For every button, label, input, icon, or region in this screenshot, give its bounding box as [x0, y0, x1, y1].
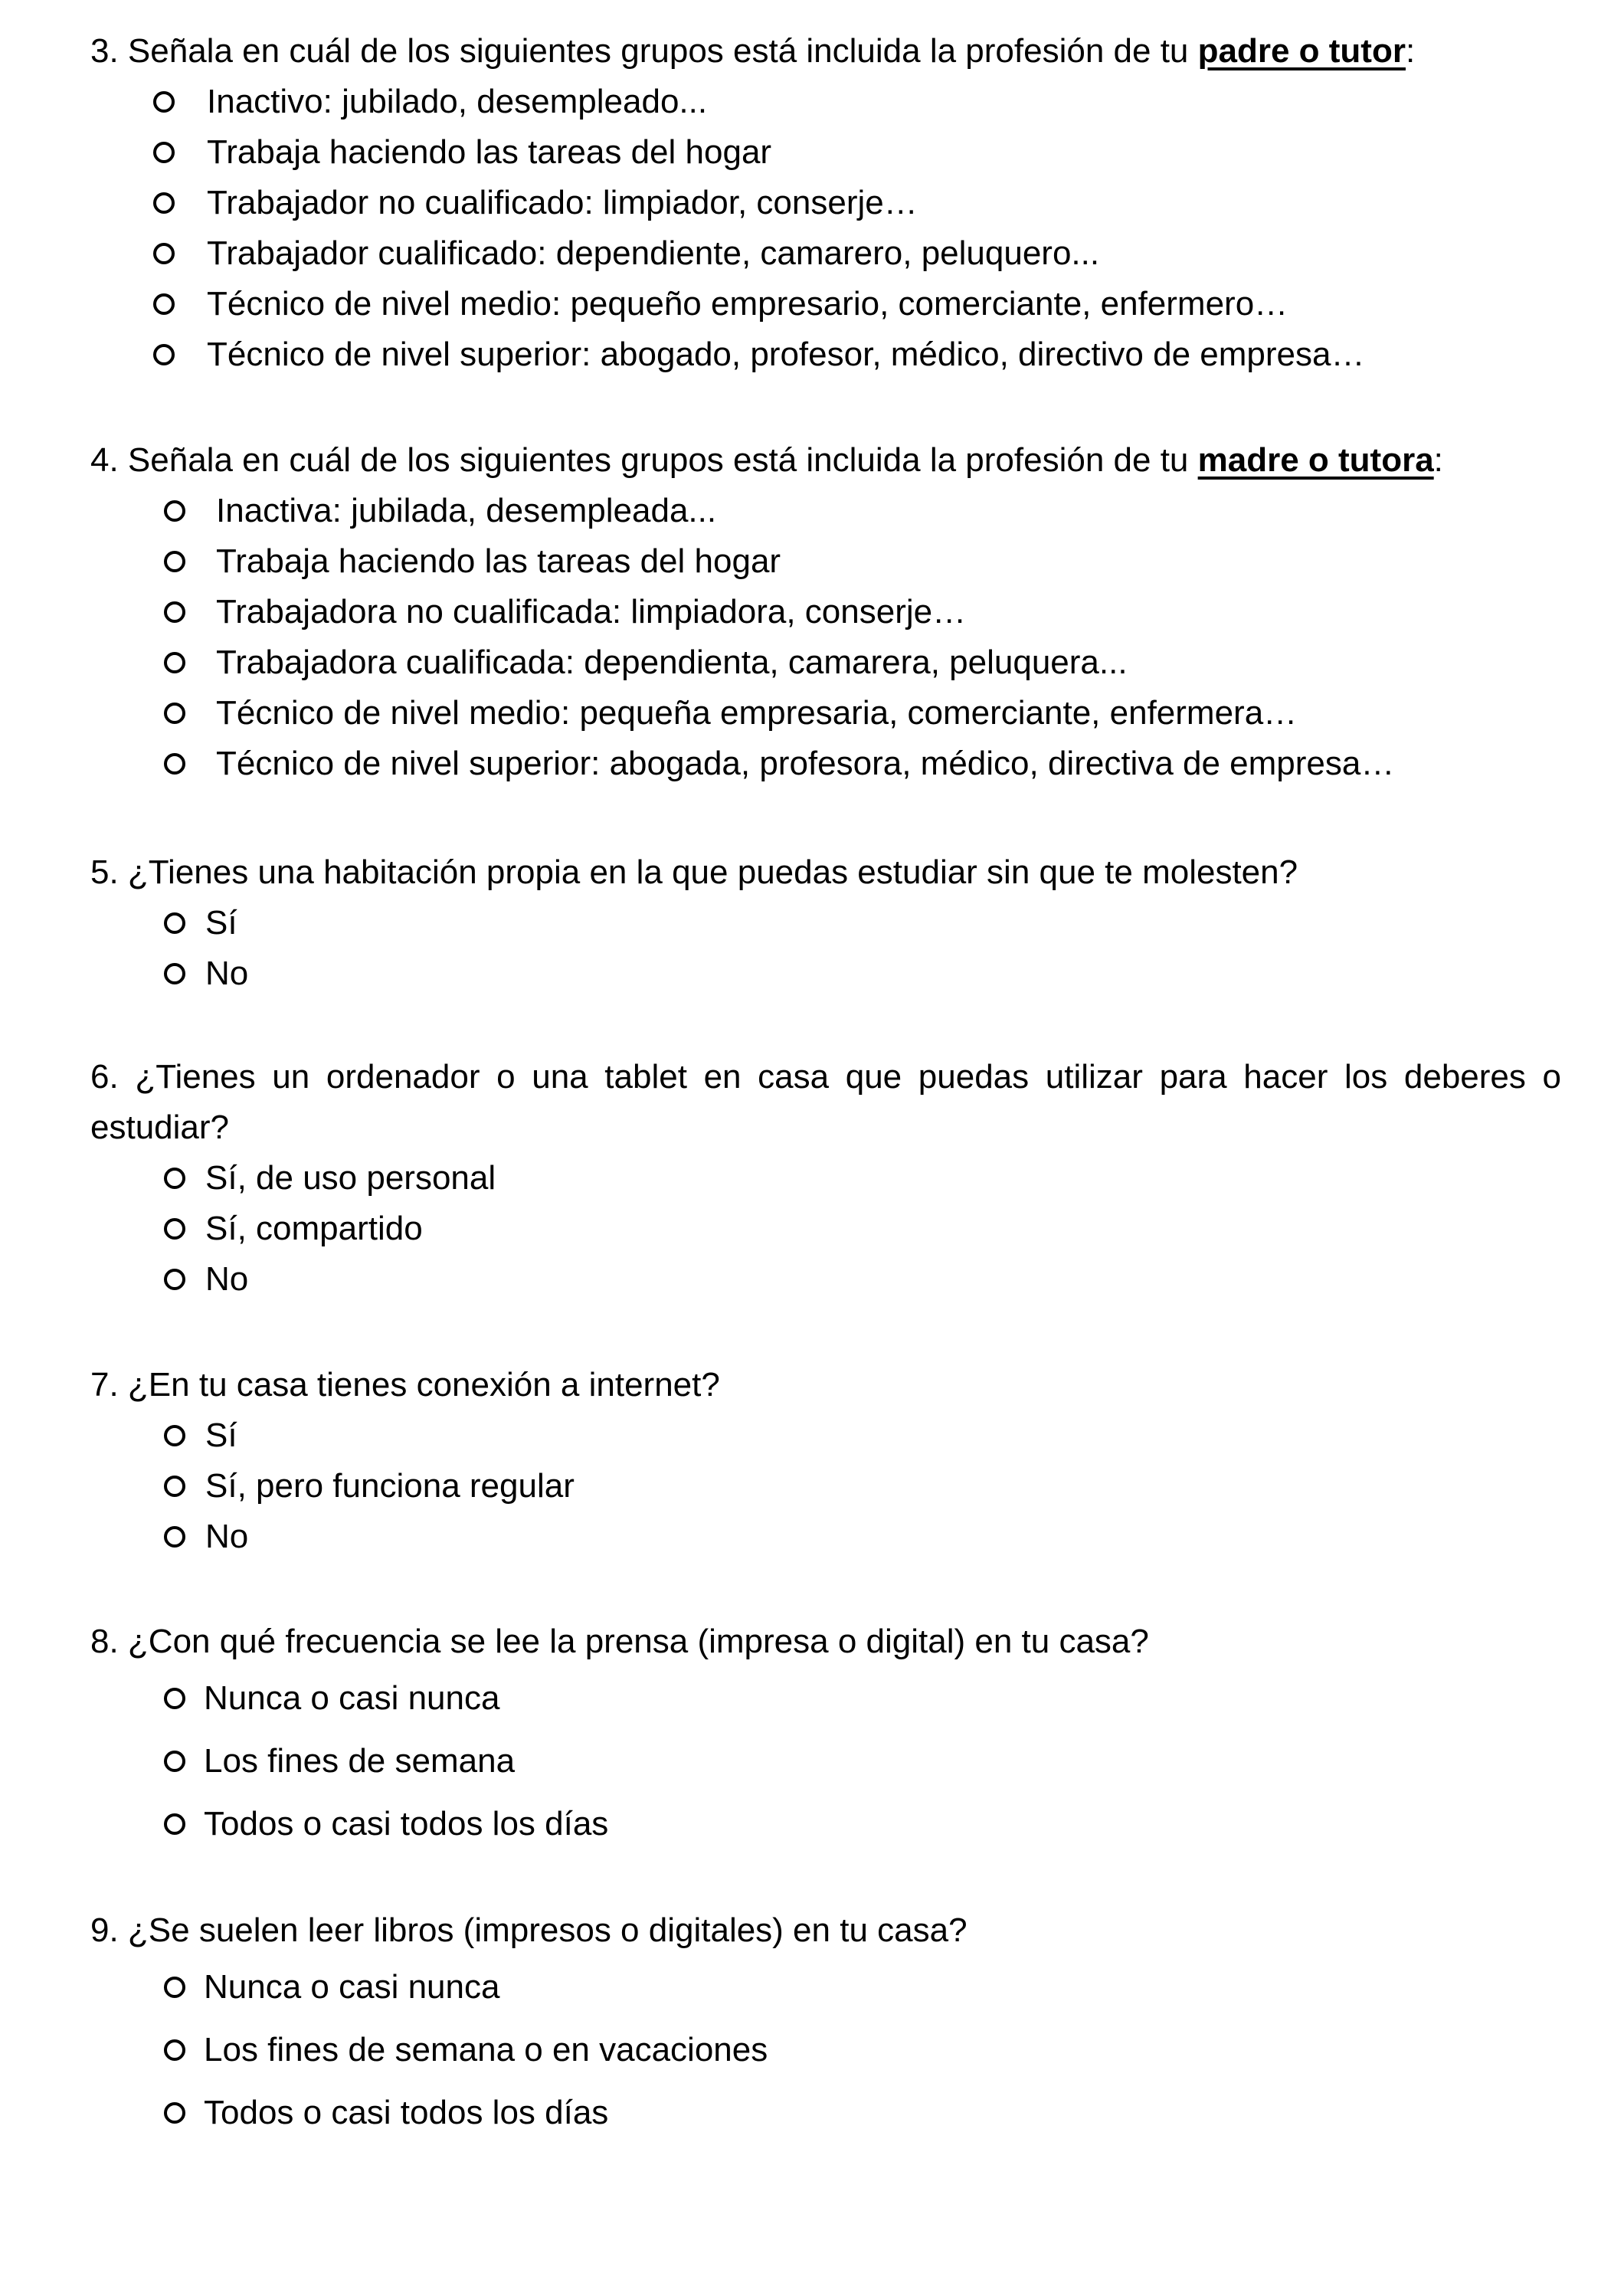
question-5: [90, 847, 1561, 999]
radio-circle-icon[interactable]: [164, 1425, 185, 1446]
radio-circle-icon[interactable]: [164, 703, 185, 724]
radio-option[interactable]: [90, 536, 1561, 587]
radio-circle-icon[interactable]: [164, 601, 185, 623]
option-label: Sí, pero funciona regular: [205, 1467, 575, 1505]
radio-option[interactable]: [90, 1461, 1561, 1512]
radio-circle-icon[interactable]: [164, 1751, 185, 1772]
option-label: Técnico de nivel medio: pequeña empresaria, comerciante, enfermera…: [216, 694, 1298, 732]
radio-option[interactable]: [90, 1730, 1561, 1793]
radio-circle-icon[interactable]: [164, 753, 185, 775]
option-label: Técnico de nivel medio: pequeño empresario, comerciante, enfermero…: [207, 285, 1288, 323]
radio-circle-icon[interactable]: [153, 243, 175, 264]
radio-circle-icon[interactable]: [153, 192, 175, 214]
question-4-text: [90, 435, 1561, 486]
radio-option[interactable]: [90, 1512, 1561, 1562]
option-label: Inactiva: jubilada, desempleada...: [216, 492, 717, 529]
question-9: [90, 1905, 1561, 2144]
option-label: Los fines de semana: [204, 1742, 516, 1780]
question-3-emphasis: padre o tutor: [1197, 32, 1406, 70]
radio-circle-icon[interactable]: [164, 2102, 185, 2124]
radio-option[interactable]: [90, 329, 1561, 380]
option-label: Trabajadora cualificada: dependienta, camarera, peluquera...: [216, 644, 1128, 681]
radio-circle-icon[interactable]: [164, 652, 185, 673]
option-label: Trabajador no cualificado: limpiador, conserje…: [207, 184, 918, 221]
question-8-text: 8. ¿Con qué frecuencia se lee la prensa (impresa o digital) en tu casa?: [90, 1623, 1149, 1660]
radio-circle-icon[interactable]: [164, 551, 185, 572]
question-3-prefix: 3. Señala en cuál de los siguientes grupos está incluida la profesión de tu: [90, 32, 1198, 70]
question-5-text: 5. ¿Tienes una habitación propia en la que puedas estudiar sin que te molesten?: [90, 853, 1298, 891]
option-label: Técnico de nivel superior: abogada, profesora, médico, directiva de empresa…: [216, 745, 1395, 782]
radio-circle-icon[interactable]: [164, 1269, 185, 1290]
option-label: Sí: [205, 1417, 237, 1454]
radio-option[interactable]: [90, 127, 1561, 178]
question-3-suffix: :: [1405, 32, 1416, 70]
radio-option[interactable]: [90, 739, 1561, 789]
option-label: Inactivo: jubilado, desempleado...: [207, 83, 708, 120]
radio-circle-icon[interactable]: [164, 2039, 185, 2061]
question-8: [90, 1616, 1561, 1856]
radio-circle-icon[interactable]: [164, 912, 185, 934]
radio-option[interactable]: [90, 1956, 1561, 2019]
option-label: Sí: [205, 904, 237, 942]
radio-circle-icon[interactable]: [164, 1688, 185, 1709]
radio-circle-icon[interactable]: [164, 1526, 185, 1548]
radio-option[interactable]: [90, 688, 1561, 739]
question-9-text: 9. ¿Se suelen leer libros (impresos o digitales) en tu casa?: [90, 1911, 968, 1949]
radio-circle-icon[interactable]: [164, 500, 185, 522]
option-label: No: [205, 1518, 249, 1555]
option-label: Trabajadora no cualificada: limpiadora, conserje…: [216, 593, 967, 631]
option-label: Sí, de uso personal: [205, 1159, 496, 1197]
question-7-text: 7. ¿En tu casa tienes conexión a internet?: [90, 1366, 720, 1404]
radio-circle-icon[interactable]: [153, 344, 175, 365]
question-7: [90, 1360, 1561, 1562]
radio-option[interactable]: [90, 2082, 1561, 2144]
radio-option[interactable]: [90, 1667, 1561, 1730]
question-4-emphasis: madre o tutora: [1197, 441, 1434, 479]
option-label: Nunca o casi nunca: [204, 1968, 500, 2006]
radio-option[interactable]: [90, 77, 1561, 127]
question-6-text: 6. ¿Tienes un ordenador o una tablet en casa que puedas utilizar para hacer los deberes o estudiar?: [90, 1058, 1561, 1146]
radio-circle-icon[interactable]: [164, 1813, 185, 1835]
radio-circle-icon[interactable]: [164, 1977, 185, 1998]
option-label: No: [205, 1260, 249, 1298]
radio-circle-icon[interactable]: [164, 1218, 185, 1240]
radio-option[interactable]: [90, 1153, 1561, 1204]
radio-circle-icon[interactable]: [153, 142, 175, 163]
radio-circle-icon[interactable]: [164, 1168, 185, 1189]
radio-option[interactable]: [90, 587, 1561, 637]
option-label: Técnico de nivel superior: abogado, profesor, médico, directivo de empresa…: [207, 336, 1365, 373]
question-6: [90, 1052, 1561, 1305]
option-label: Trabaja haciendo las tareas del hogar: [216, 542, 781, 580]
option-label: Los fines de semana o en vacaciones: [204, 2031, 768, 2068]
radio-option[interactable]: [90, 178, 1561, 228]
option-label: No: [205, 955, 249, 992]
radio-option[interactable]: [90, 279, 1561, 329]
option-label: Todos o casi todos los días: [204, 2094, 609, 2131]
question-3: [90, 26, 1561, 380]
radio-option[interactable]: [90, 228, 1561, 279]
radio-option[interactable]: [90, 1204, 1561, 1254]
radio-option[interactable]: [90, 2019, 1561, 2082]
question-4-prefix: 4. Señala en cuál de los siguientes grupos está incluida la profesión de tu: [90, 441, 1198, 479]
radio-option[interactable]: [90, 1254, 1561, 1305]
radio-circle-icon[interactable]: [164, 963, 185, 984]
question-4: [90, 435, 1561, 789]
option-label: Trabajador cualificado: dependiente, camarero, peluquero...: [207, 234, 1100, 272]
question-4-suffix: :: [1433, 441, 1443, 479]
radio-option[interactable]: [90, 948, 1561, 999]
option-label: Trabaja haciendo las tareas del hogar: [207, 133, 772, 171]
option-label: Todos o casi todos los días: [204, 1805, 609, 1842]
option-label: Sí, compartido: [205, 1210, 423, 1247]
radio-option[interactable]: [90, 1410, 1561, 1461]
radio-option[interactable]: [90, 898, 1561, 948]
radio-circle-icon[interactable]: [164, 1476, 185, 1497]
option-label: Nunca o casi nunca: [204, 1679, 500, 1717]
radio-circle-icon[interactable]: [153, 293, 175, 315]
radio-option[interactable]: [90, 1793, 1561, 1856]
radio-option[interactable]: [90, 486, 1561, 536]
question-3-text: [90, 26, 1561, 77]
radio-circle-icon[interactable]: [153, 91, 175, 113]
radio-option[interactable]: [90, 637, 1561, 688]
